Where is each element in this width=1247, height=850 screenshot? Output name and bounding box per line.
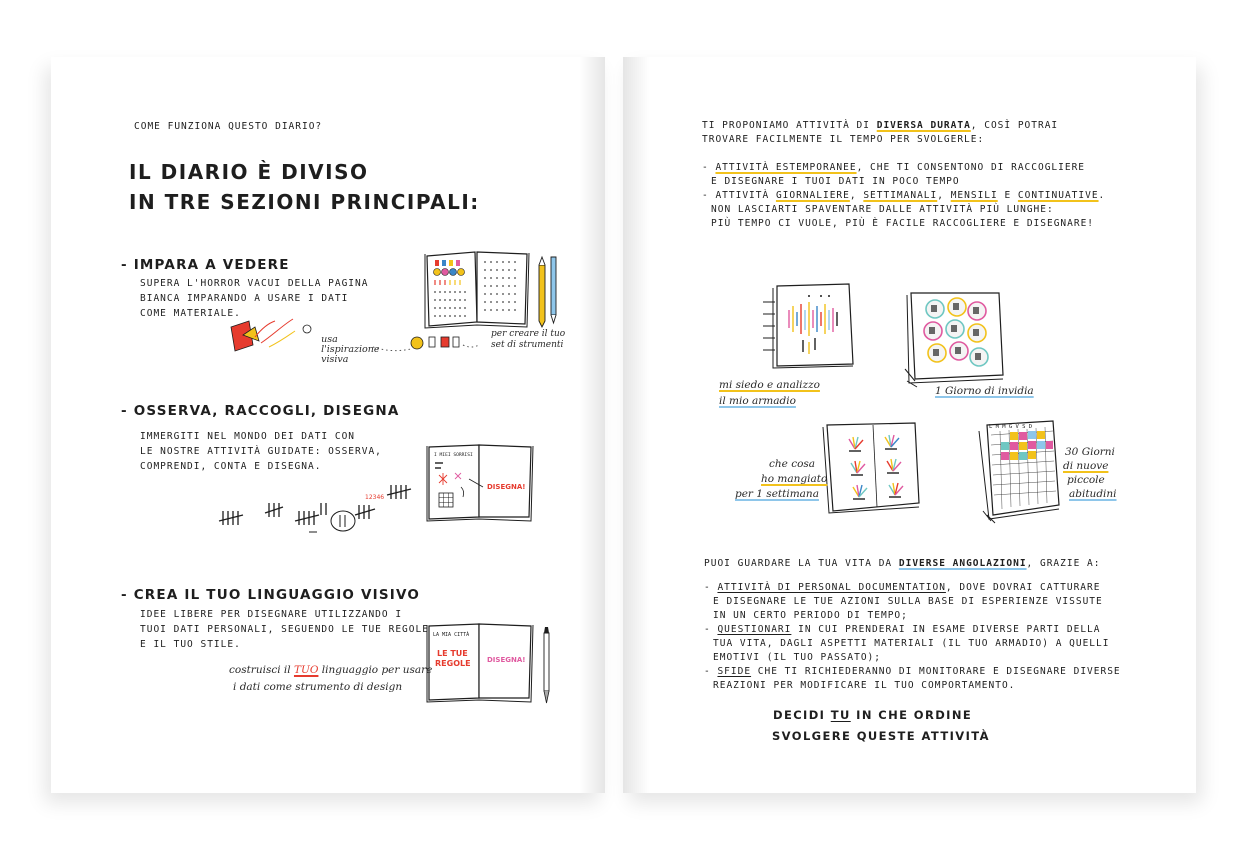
caption-mangiato-3-text: per 1 settimana: [735, 488, 819, 500]
section-text-impara-2: BIANCA IMPARANDO A USARE I DATI: [140, 293, 349, 304]
sorrisi-label: I MIEI SORRISI: [434, 453, 473, 458]
right-page: [623, 57, 1196, 793]
final-b: IN CHE ORDINE: [850, 708, 973, 722]
caption-mangiato-2-text: ho mangiato: [761, 473, 828, 485]
calendar-week-letters: L M M G V S D: [989, 424, 1033, 430]
p2-b: , GRAZIE A:: [1026, 558, 1101, 569]
tally-number: 12346: [365, 494, 385, 501]
caption-mangiato-1: che cosa: [769, 458, 816, 470]
caption-abitudini-2: [1063, 460, 1108, 472]
gutter-shadow: [579, 57, 605, 793]
note-linguaggio-b: linguaggio per usare: [318, 664, 433, 676]
doc-bullet1-line2: E DISEGNARE LE TUE AZIONI SULLA BASE DI ESPERIENZE VISSUTE: [713, 596, 1103, 607]
page-title-line2: IN TRE SEZIONI PRINCIPALI:: [129, 190, 480, 214]
p2-highlight: DIVERSE ANGOLAZIONI: [898, 558, 1027, 569]
bullet1-line1: - ATTIVITÀ ESTEMPORANEE, CHE TI CONSENTONO DI RACCOGLIERE: [702, 162, 1086, 173]
b2-a: ATTIVITÀ: [715, 190, 776, 201]
doc-bullet1-line3: IN UN CERTO PERIODO DI TEMPO;: [713, 610, 908, 621]
regole-line2: REGOLE: [435, 659, 471, 668]
caption-mangiato-2: [761, 473, 827, 485]
b2-w1: GIORNALIERE: [775, 190, 850, 201]
d2-highlight: QUESTIONARI: [717, 624, 792, 635]
regole-line1: LE TUE: [437, 649, 468, 658]
section-heading-crea: - CREA IL TUO LINGUAGGIO VISIVO: [121, 587, 421, 603]
note-linguaggio-1: [229, 664, 432, 676]
angolazioni-intro: [704, 557, 1100, 571]
doc-bullet3-line1: - SFIDE CHE TI RICHIEDERANNO DI MONITORARE E DISEGNARE DIVERSE: [704, 666, 1121, 677]
section-heading-impara: - IMPARA A VEDERE: [121, 257, 290, 273]
p1-a: TI PROPONIAMO ATTIVITÀ DI: [702, 120, 877, 131]
closing-line2: SVOLGERE QUESTE ATTIVITÀ: [772, 729, 990, 743]
b2-w3: MENSILI: [950, 190, 998, 201]
b1-highlight: ATTIVITÀ ESTEMPORANEE: [715, 162, 857, 173]
final-tu: TU: [830, 708, 851, 722]
section-text-osserva-3: COMPRENDI, CONTA E DISEGNA.: [140, 461, 322, 472]
doc-bullet1-line1: - ATTIVITÀ DI PERSONAL DOCUMENTATION, DOVE DOVRAI CATTURARE: [704, 582, 1101, 593]
final-a: DECIDI: [773, 708, 831, 722]
p1-highlight: DIVERSA DURATA: [876, 120, 971, 131]
invidia-notebook-illustration: [905, 289, 1017, 387]
disegna-label-3: DISEGNA!: [487, 656, 526, 664]
section-text-osserva-2: LE NOSTRE ATTIVITÀ GUIDATE: OSSERVA,: [140, 446, 382, 457]
section-text-crea-3: E IL TUO STILE.: [140, 639, 241, 650]
bullet2-line3: PIÙ TEMPO CI VUOLE, PIÙ È FACILE RACCOGLIERE E DISEGNARE!: [711, 218, 1095, 229]
caption-armadio-2: [719, 395, 796, 407]
d3-rest: CHE TI RICHIEDERANNO DI MONITORARE E DISEGNARE DIVERSE: [751, 666, 1121, 677]
section-text-impara-3: COME MATERIALE.: [140, 308, 241, 319]
section-heading-osserva: - OSSERVA, RACCOGLI, DISEGNA: [121, 403, 400, 419]
note-linguaggio-tuo: TUO: [293, 664, 319, 676]
caption-mangiato-3: [735, 488, 819, 500]
b2-w2: SETTIMANALI: [863, 190, 938, 201]
section-text-impara-1: SUPERA L'HORROR VACUI DELLA PAGINA: [140, 278, 369, 289]
caption-abitudini-4-text: abitudini: [1069, 488, 1117, 500]
intro-text: COME FUNZIONA QUESTO DIARIO?: [134, 121, 323, 132]
caption-armadio-2-text: il mio armadio: [719, 395, 796, 407]
notebook-dots-illustration: [423, 250, 533, 330]
doc-bullet2-line1: - QUESTIONARI IN CUI PRENDERAI IN ESAME DIVERSE PARTI DELLA: [704, 624, 1101, 635]
pencils-illustration: [535, 253, 565, 333]
abitudini-calendar-illustration: [967, 419, 1067, 525]
tools-illustration: [229, 313, 319, 359]
pen-illustration: [539, 627, 555, 711]
bullet1-line2: E DISEGNARE I TUOI DATI IN POCO TEMPO: [711, 176, 960, 187]
caption-abitudini-3: piccole: [1067, 474, 1105, 486]
caption-invidia-text: 1 Giorno di invidia: [935, 385, 1034, 397]
doc-bullet2-line2: TUA VITA, DAGLI ASPETTI MATERIALI (IL TUO ARMADIO) A QUELLI: [713, 638, 1110, 649]
b2-w4: CONTINUATIVE: [1017, 190, 1099, 201]
armadio-notebook-illustration: [763, 280, 859, 372]
b2-e: E: [997, 190, 1018, 201]
caption-abitudini-1: 30 Giorni: [1065, 446, 1115, 458]
section-text-osserva-1: IMMERGITI NEL MONDO DEI DATI CON: [140, 431, 356, 442]
section-text-crea-2: TUOI DATI PERSONALI, SEGUENDO LE TUE REGOLE: [140, 624, 429, 635]
note-usa-ispirazione-text: usa l'ispirazione visiva: [321, 334, 383, 365]
note-linguaggio-2: i dati come strumento di design: [233, 681, 403, 693]
dotted-path-tools: [371, 327, 491, 357]
bullet2-line1: - ATTIVITÀ GIORNALIERE, SETTIMANALI, MENSILI E CONTINUATIVE.: [702, 190, 1106, 201]
caption-armadio-1-text: mi siedo e analizzo: [719, 379, 820, 391]
notebook-regole-illustration: [425, 622, 537, 704]
caption-invidia: [935, 385, 1034, 397]
d1-rest: , DOVE DOVRAI CATTURARE: [945, 582, 1101, 593]
left-page: [51, 57, 605, 793]
d3-highlight: SFIDE: [717, 666, 752, 677]
intro-paragraph-line1: [702, 119, 1058, 133]
intro-paragraph-line2: TROVARE FACILMENTE IL TEMPO PER SVOLGERLE:: [702, 134, 985, 145]
citta-label: LA MIA CITTÀ: [433, 632, 470, 638]
bullet2-line2: NON LASCIARTI SPAVENTARE DALLE ATTIVITÀ PIÙ LUNGHE:: [711, 204, 1054, 215]
d1-highlight: ATTIVITÀ DI PERSONAL DOCUMENTATION: [717, 582, 946, 593]
notebook-sorrisi-illustration: [425, 443, 537, 523]
closing-line1: [773, 708, 972, 722]
note-set-strumenti: per creare il tuo set di strumenti: [491, 329, 566, 350]
doc-bullet2-line3: EMOTIVI (IL TUO PASSATO);: [713, 652, 881, 663]
disegna-label-2: DISEGNA!: [487, 483, 526, 491]
p1-b: , COSÌ POTRAI: [970, 120, 1059, 131]
doc-bullet3-line2: REAZIONI PER MODIFICARE IL TUO COMPORTAMENTO.: [713, 680, 1016, 691]
caption-abitudini-2-text: di nuove: [1063, 460, 1109, 472]
d2-rest: IN CUI PRENDERAI IN ESAME DIVERSE PARTI DELLA: [791, 624, 1101, 635]
caption-abitudini-4: [1069, 488, 1117, 500]
p2-a: PUOI GUARDARE LA TUA VITA DA: [704, 558, 899, 569]
b1-rest: , CHE TI CONSENTONO DI RACCOGLIERE: [856, 162, 1086, 173]
section-text-crea-1: IDEE LIBERE PER DISEGNARE UTILIZZANDO I: [140, 609, 403, 620]
page-title-line1: IL DIARIO È DIVISO: [129, 160, 369, 184]
tally-marks-illustration: [219, 477, 429, 537]
gutter-shadow-right: [623, 57, 649, 793]
caption-armadio-1: [719, 379, 820, 391]
mangiato-notebook-illustration: [817, 421, 929, 515]
note-linguaggio-a: costruisci il: [229, 664, 294, 676]
